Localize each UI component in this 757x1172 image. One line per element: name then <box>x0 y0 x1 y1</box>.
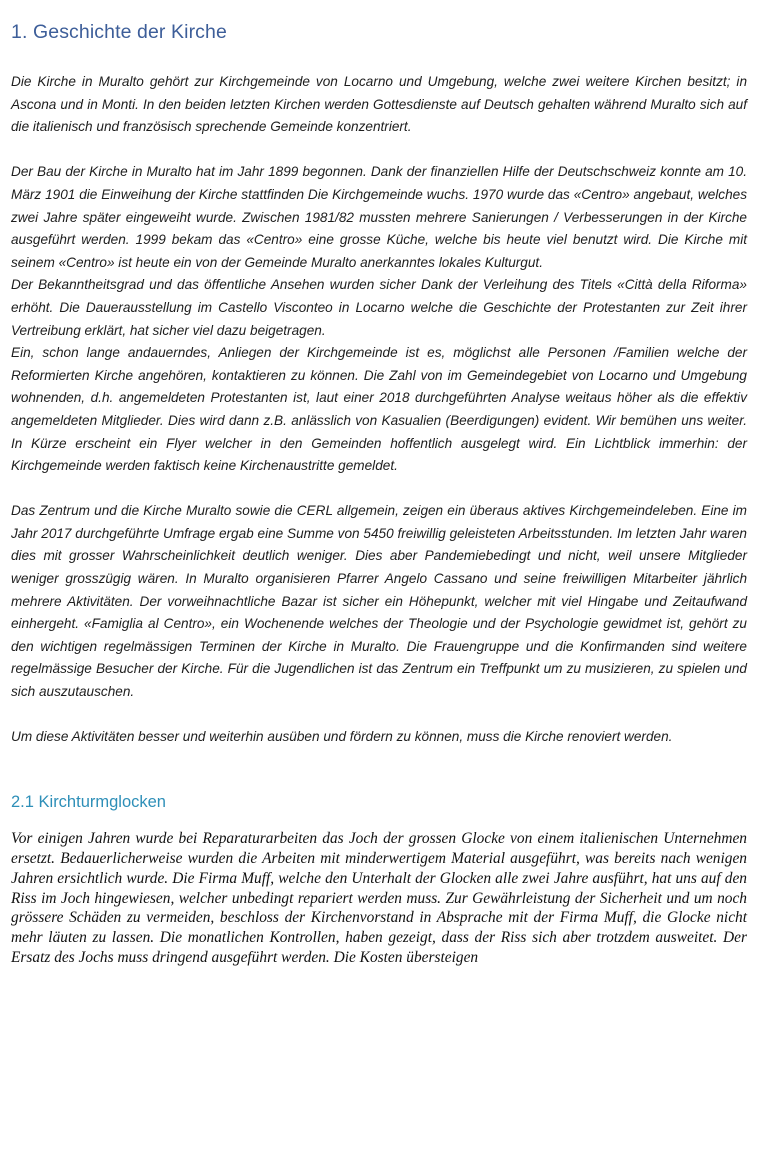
paragraph-construction: Der Bau der Kirche in Muralto hat im Jahr 1899 begonnen. Dank der finanziellen Hilfe der Deutschschweiz konnte am 10. März 1901 die Einweihung der Kirche stattfinden Die Kirchgemeinde wuchs. 1970 wurde das «Centro» angebaut, welches zwei Jahre später eingeweiht wurde. Zwischen 1981/82 mussten mehrere Sanierungen / Verbesserungen in der Kirche ausgeführt werden. 1999 bekam das «Centro» eine grosse Küche, welche bis heute viel benutzt wird. Die Kirche mit seinem «Centro» ist heute ein von der Gemeinde Muralto anerkanntes lokales Kulturgut. <box>11 164 747 270</box>
paragraph-renovation: Um diese Aktivitäten besser und weiterhin ausüben und fördern zu können, muss die Kirche renoviert werden. <box>11 729 673 745</box>
bells-body <box>11 829 747 968</box>
paragraph-gap <box>11 704 747 727</box>
paragraph-gap <box>11 139 747 162</box>
section-heading-history: 1. Geschichte der Kirche <box>11 21 227 43</box>
paragraph-activities: Das Zentrum und die Kirche Muralto sowie die CERL allgemein, zeigen ein überaus aktives Kirchgemeindeleben. Eine im Jahr 2017 durchgeführte Umfrage ergab eine Summe von 5450 freiwillig geleisteten Arbeitsstunden. Im letzten Jahr waren dies mit grosser Wahrscheinlichkeit deutlich weniger. Dies aber Pandemiebedingt und nicht, weil unsere Mitglieder weniger grosszügig wären. In Muralto organisieren Pfarrer Angelo Cassano und seine freiwilligen Mitarbeiter jährlich mehrere Aktivitäten. Der vorweihnachtliche Bazar ist sicher ein Höhepunkt, welcher mit viel Hingabe und Zeitaufwand einhergeht. «Famiglia al Centro», ein Wochenende welches der Theologie und der Psychologie gewidmet ist, gehört zu den wichtigen regelmässigen Terminen der Kirche in Muralto. Die Frauengruppe und die Konfirmanden sind weitere regelmässige Besucher der Kirche. Für die Jugendlichen ist das Zentrum ein Treffpunkt um zu musizieren, zu spielen und sich auszutauschen. <box>11 503 747 700</box>
document-page <box>11 0 747 968</box>
paragraph-intro: Die Kirche in Muralto gehört zur Kirchgemeinde von Locarno und Umgebung, welche zwei weitere Kirchen besitzt; in Ascona und in Monti. In den beiden letzten Kirchen werden Gottesdienste auf Deutsch gehalten während Muralto sich auf die italienisch und französisch sprechende Gemeinde konzentriert. <box>11 74 747 135</box>
paragraph-members: Ein, schon lange andauerndes, Anliegen der Kirchgemeinde ist es, möglichst alle Personen /Familien welche der Reformierten Kirche angehören, kontaktieren zu können. Die Zahl von im Gemeindegebiet von Locarno und Umgebung wohnenden, d.h. angemeldeten Protestanten ist, laut einer 2018 durchgeführten Analyse weitaus höher als die effektiv angemeldeten Mitglieder. Dies wird dann z.B. anlässlich von Kasualien (Beerdigungen) evident. Wir bemühen uns weiter. In Kürze erscheint ein Flyer welcher in den Gemeinden hoffentlich ausgelegt wird. Ein Lichtblick immerhin: der Kirchgemeinde werden faktisch keine Kirchenaustritte gemeldet. <box>11 345 747 474</box>
paragraph-bells: Vor einigen Jahren wurde bei Reparaturarbeiten das Joch der grossen Glocke von einem italienischen Unternehmen ersetzt. Bedauerlicherweise wurden die Arbeiten mit minderwertigem Material ausgeführt, was bereits nach wenigen Jahren ersichtlich wurde. Die Firma Muff, welche den Unterhalt der Glocken alle zwei Jahre ausführt, hat uns auf den Riss im Joch hingewiesen, welcher unbedingt repariert werden muss. Zur Gewährleistung der Sicherheit und um noch grössere Schäden zu vermeiden, beschloss der Kirchenvorstand in Absprache mit der Firma Muff, die Glocke nicht mehr läuten zu lassen. Die monatlichen Kontrollen, haben gezeigt, dass der Riss sich aber trotzdem ausweitet. Der Ersatz des Jochs muss dringend ausgeführt werden. Die Kosten übersteigen <box>11 829 747 967</box>
paragraph-reputation: Der Bekanntheitsgrad und das öffentliche Ansehen wurden sicher Dank der Verleihung des Titels «Città della Riforma» erhöht. Die Dauerausstellung im Castello Visconteo in Locarno welche die Geschichte der Protestanten zur Zeit ihrer Vertreibung erklärt, hat sicher viel dazu beigetragen. <box>11 277 747 338</box>
history-body <box>11 71 747 749</box>
section-heading-bells: 2.1 Kirchturmglocken <box>11 792 166 811</box>
paragraph-gap <box>11 478 747 501</box>
